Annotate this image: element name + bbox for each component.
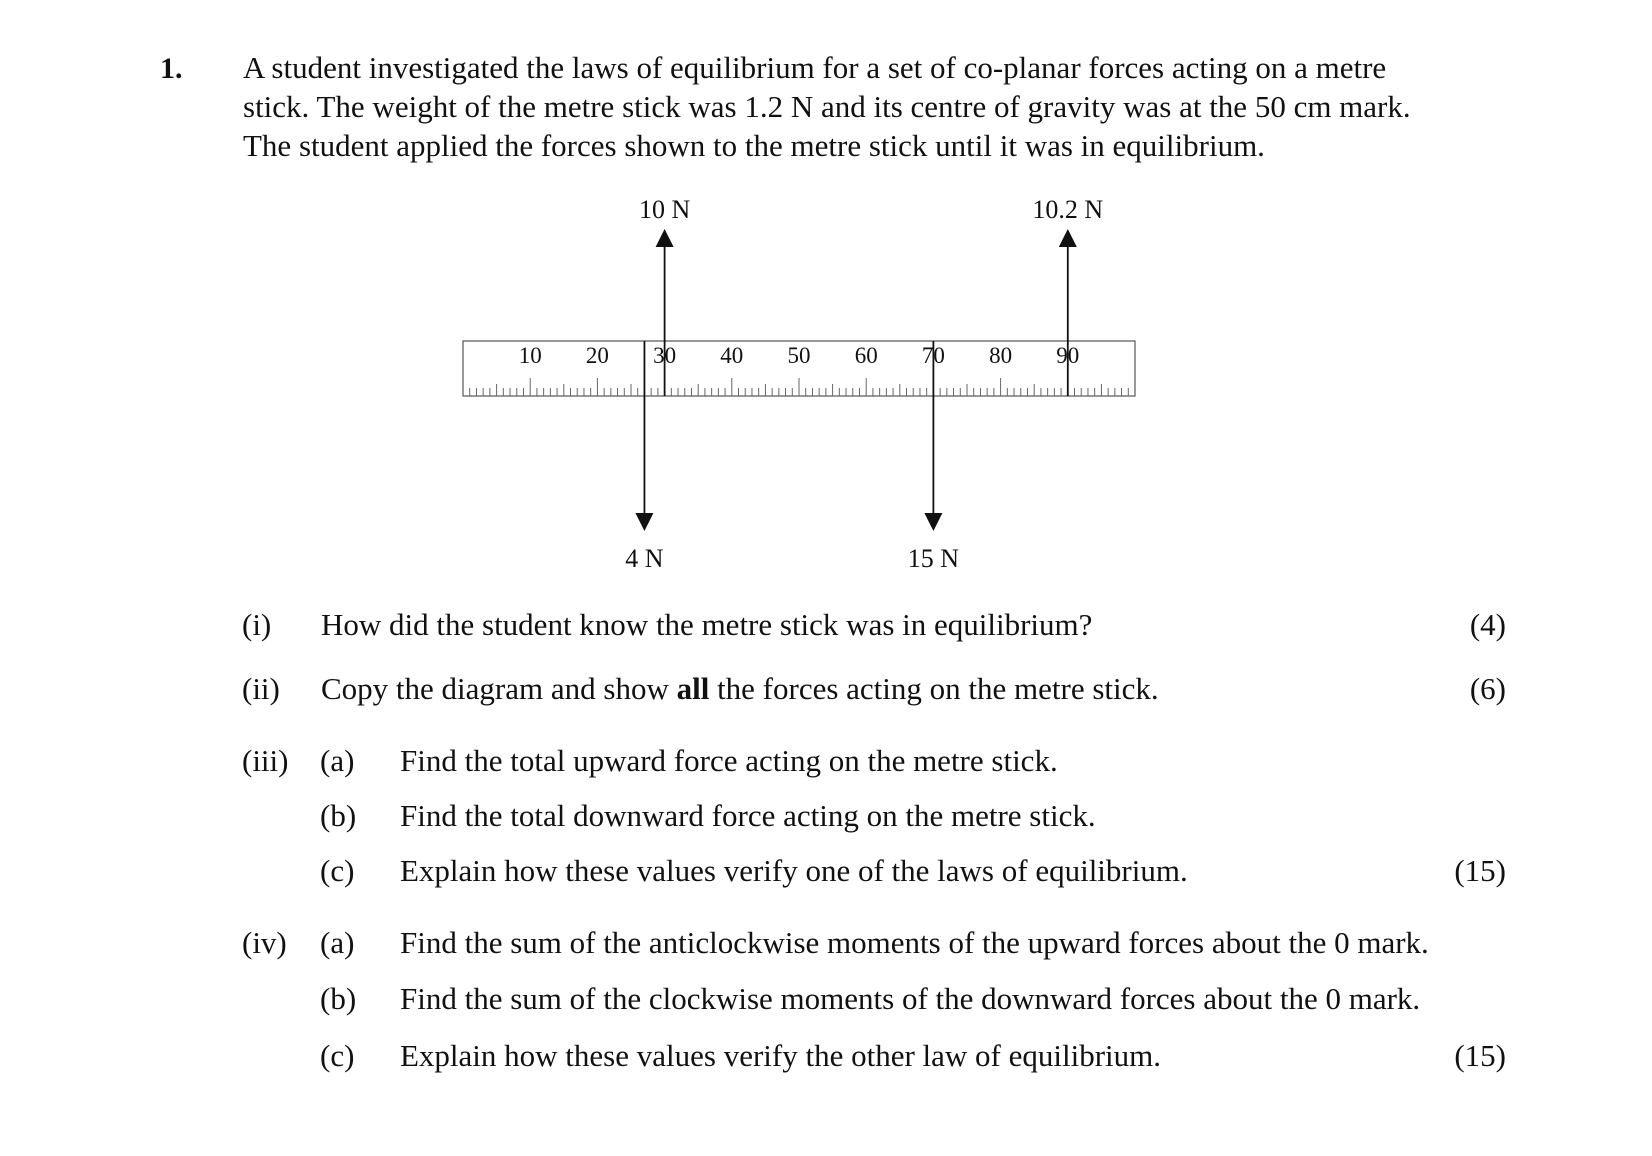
subpart-text: Find the total upward force acting on the metre stick.: [400, 743, 1058, 778]
part-number: (ii): [242, 671, 280, 706]
scale-label: 90: [1056, 343, 1080, 368]
part-number: (iii): [242, 743, 289, 778]
part-text: [321, 671, 1159, 707]
scale-label: 10: [518, 343, 542, 368]
marks: (15): [1454, 853, 1506, 888]
scale-label: 20: [585, 343, 609, 368]
force-label: 4 N: [625, 544, 664, 573]
force-label: 15 N: [907, 544, 960, 573]
force-label: 10.2 N: [1032, 195, 1104, 224]
scale-label: 70: [921, 343, 945, 368]
subpart-letter: (a): [320, 743, 355, 778]
subpart-text: Explain how these values verify one of the laws of equilibrium.: [400, 853, 1188, 888]
scale-label: 30: [653, 343, 677, 368]
marks: (15): [1454, 1038, 1506, 1073]
part-number: (iv): [242, 925, 287, 960]
marks: (4): [1469, 607, 1506, 642]
scale-label: 50: [787, 343, 811, 368]
question-number: 1.: [160, 52, 183, 85]
scale-label: 40: [720, 343, 744, 368]
scale-label: 80: [989, 343, 1013, 368]
force-label: 10 N: [638, 195, 691, 224]
subpart-letter: (c): [320, 853, 355, 888]
intro-line: A student investigated the laws of equilibrium for a set of co-planar forces acting on a metre: [243, 50, 1387, 85]
subpart-letter: (a): [320, 925, 355, 960]
subpart-letter: (b): [320, 981, 357, 1016]
subpart-text: Find the sum of the clockwise moments of the downward forces about the 0 mark.: [400, 981, 1421, 1016]
intro-line: The student applied the forces shown to the metre stick until it was in equilibrium.: [243, 128, 1265, 163]
part-number: (i): [242, 607, 272, 642]
intro-line: stick. The weight of the metre stick was 1.2 N and its centre of gravity was at the 50 cm mark.: [243, 89, 1411, 124]
marks: (6): [1469, 671, 1506, 706]
subpart-text: Explain how these values verify the other law of equilibrium.: [400, 1038, 1162, 1073]
bold-word: all: [676, 671, 710, 706]
text-segment: the forces acting on the metre stick.: [709, 671, 1159, 706]
text-segment: Copy the diagram and show: [321, 671, 677, 706]
subpart-text: Find the sum of the anticlockwise moments of the upward forces about the 0 mark.: [400, 925, 1429, 960]
subpart-text: Find the total downward force acting on the metre stick.: [400, 798, 1096, 833]
subpart-letter: (c): [320, 1038, 355, 1073]
subpart-letter: (b): [320, 798, 357, 833]
scale-label: 60: [854, 343, 878, 368]
part-text: How did the student know the metre stick was in equilibrium?: [321, 607, 1093, 642]
